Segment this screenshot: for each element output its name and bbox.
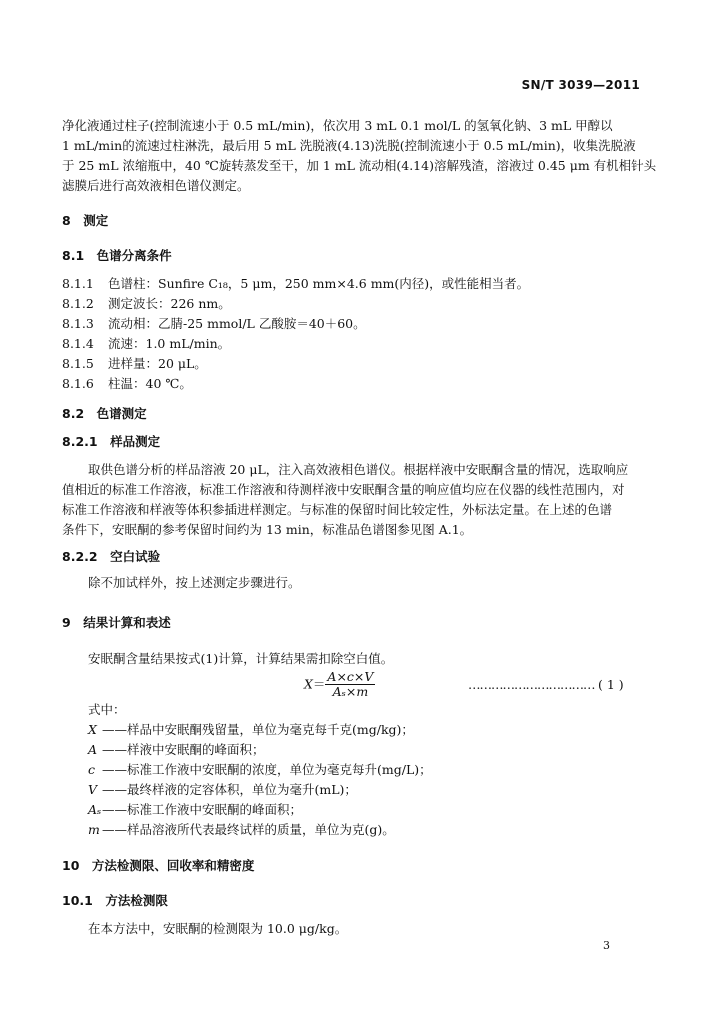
definition-text: ——最终样液的定容体积，单位为毫升(mL)；	[102, 782, 357, 797]
section-10-title: 10 方法检测限、回收率和精密度	[62, 858, 255, 873]
sample-determination-line-4: 条件下，安眠酮的参考保留时间约为 13 min，标准品色谱图参见图 A.1。	[62, 522, 473, 537]
section-8-2-title: 8.2 色谱测定	[62, 406, 147, 421]
condition-8-1-2	[62, 294, 231, 314]
formula-numerator: A×c×V	[327, 669, 374, 684]
definition-text: ——样品溶液所代表最终试样的质量，单位为克(g)。	[102, 822, 395, 837]
formula-number: ( 1 )	[598, 677, 624, 692]
clause-number: 8.1.1	[62, 276, 94, 291]
clause-text: 测定波长：226 nm。	[108, 296, 231, 311]
definition-text: ——标准工作液中安眠酮的浓度，单位为毫克每升(mg/L)；	[102, 762, 432, 777]
symbol: Aₛ	[88, 802, 102, 817]
formula-lhs: X	[304, 676, 313, 692]
clause-number: 8.1.2	[62, 296, 94, 311]
symbol: V	[88, 782, 98, 797]
condition-8-1-6	[62, 374, 192, 394]
page-number: 3	[603, 939, 610, 952]
clause-text: 进样量：20 μL。	[108, 356, 207, 371]
formula-1: X＝ $\frac{A\times c\times V}{\text{Aₛ×m}}$	[304, 669, 374, 699]
definition-A	[88, 740, 265, 760]
clause-number: 8.1.6	[62, 376, 94, 391]
section-8-2-1-title: 8.2.1 样品测定	[62, 434, 161, 449]
clause-text: 流速：1.0 mL/min。	[108, 336, 231, 351]
section-10-1-title: 10.1 方法检测限	[62, 893, 168, 908]
condition-8-1-3	[62, 314, 366, 334]
section-8-2-2-title: 8.2.2 空白试验	[62, 549, 161, 564]
section-9-title: 9 结果计算和表述	[62, 615, 171, 630]
sample-determination-line-1: 取供色谱分析的样品溶液 20 μL，注入高效液相色谱仪。根据样液中安眠酮含量的情况，选取响应	[88, 462, 629, 477]
clause-text: 色谱柱：Sunfire C₁₈，5 μm，250 mm×4.6 mm(内径)，或性能相当者。	[108, 276, 530, 291]
definition-text: ——样液中安眠酮的峰面积；	[102, 742, 265, 757]
condition-8-1-4	[62, 334, 230, 354]
clause-text: 流动相：乙腈-25 mmol/L 乙酸胺＝40＋60。	[108, 316, 366, 331]
formula-leader: ……………………………	[468, 677, 595, 692]
where-label: 式中：	[88, 702, 126, 717]
formula-denominator: Aₛ×m	[332, 684, 369, 699]
intro-line-2: 1 mL/min的流速过柱淋洗，最后用 5 mL 洗脱液(4.13)洗脱(控制流速小于 0.5 mL/min)，收集洗脱液	[62, 138, 636, 153]
definition-text: ——标准工作液中安眠酮的峰面积；	[102, 802, 303, 817]
intro-line-3: 于 25 mL 浓缩瓶中，40 ℃旋转蒸发至干，加 1 mL 流动相(4.14)溶解残渣，溶液过 0.45 μm 有机相针头	[62, 158, 657, 173]
symbol: c	[88, 762, 96, 777]
definition-m	[88, 820, 395, 840]
condition-8-1-1	[62, 274, 529, 294]
sample-determination-line-3: 标准工作溶液和样液等体积参插进样测定。与标准的保留时间比较定性，外标法定量。在上述的色谱	[62, 502, 613, 517]
detection-limit-text: 在本方法中，安眠酮的检测限为 10.0 μg/kg。	[88, 921, 348, 936]
definition-As	[88, 800, 302, 820]
section-8-title: 8 测定	[62, 213, 109, 228]
clause-number: 8.1.5	[62, 356, 94, 371]
clause-text: 柱温：40 ℃。	[108, 376, 192, 391]
definition-X	[88, 720, 414, 740]
definition-text: ——样品中安眠酮残留量，单位为毫克每千克(mg/kg)；	[102, 722, 414, 737]
intro-line-1: 净化液通过柱子(控制流速小于 0.5 mL/min)，依次用 3 mL 0.1 mol/L 的氢氧化钠、3 mL 甲醇以	[62, 118, 613, 133]
clause-number: 8.1.3	[62, 316, 94, 331]
section-8-1-title: 8.1 色谱分离条件	[62, 248, 172, 263]
formula-fraction	[325, 670, 375, 699]
calculation-lead: 安眠酮含量结果按式(1)计算，计算结果需扣除空白值。	[88, 651, 394, 666]
definition-c	[88, 760, 432, 780]
intro-line-4: 滤膜后进行高效液相色谱仪测定。	[62, 178, 250, 193]
sample-determination-line-2: 值相近的标准工作溶液，标准工作溶液和待测样液中安眠酮含量的响应值均应在仪器的线性范围内，对	[62, 482, 625, 497]
condition-8-1-5	[62, 354, 207, 374]
symbol: X	[88, 722, 97, 737]
definition-V	[88, 780, 357, 800]
symbol: m	[88, 822, 100, 837]
blank-test-text: 除不加试样外，按上述测定步骤进行。	[88, 575, 301, 590]
standard-number: SN/T 3039—2011	[521, 78, 640, 92]
clause-number: 8.1.4	[62, 336, 94, 351]
symbol: A	[88, 742, 98, 757]
